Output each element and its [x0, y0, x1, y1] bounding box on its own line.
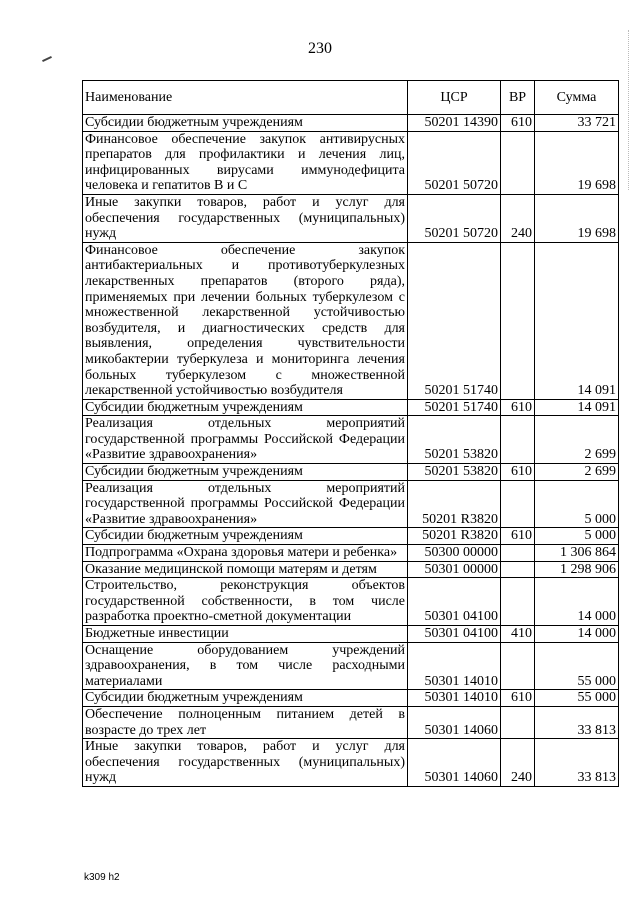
row-name-cell: Реализация отдельных мероприятий государственной программы Российской Федерации «Развитие здравоохранения» — [83, 480, 408, 528]
row-name-cell: Субсидии бюджетным учреждениям — [83, 690, 408, 707]
row-vr-cell: 610 — [501, 399, 535, 416]
table-row — [83, 626, 619, 643]
table-row — [83, 578, 619, 626]
row-sum-cell: 14 091 — [535, 242, 619, 399]
row-vr-cell: 410 — [501, 626, 535, 643]
row-vr-cell: 610 — [501, 115, 535, 132]
row-csr-cell: 50300 00000 — [408, 545, 501, 562]
row-sum-cell: 2 699 — [535, 416, 619, 464]
row-vr-cell — [501, 642, 535, 690]
row-sum-cell: 5 000 — [535, 528, 619, 545]
row-csr-cell: 50201 50720 — [408, 131, 501, 194]
row-csr-cell: 50301 00000 — [408, 561, 501, 578]
row-vr-cell: 610 — [501, 690, 535, 707]
row-name-cell: Обеспечение полноценным питанием детей в возрасте до трех лет — [83, 706, 408, 738]
header-name: Наименование — [83, 81, 408, 115]
row-csr-cell: 50301 04100 — [408, 626, 501, 643]
row-name-cell: Субсидии бюджетным учреждениям — [83, 399, 408, 416]
row-sum-cell: 14 000 — [535, 578, 619, 626]
row-csr-cell: 50201 51740 — [408, 399, 501, 416]
row-sum-cell: 33 721 — [535, 115, 619, 132]
row-csr-cell: 50301 04100 — [408, 578, 501, 626]
table-body — [83, 115, 619, 787]
row-name-cell: Финансовое обеспечение закупок антивирусных препаратов для профилактики и лечения лиц, инфицированных вирусами иммунодефицита человека и гепатитов В и С — [83, 131, 408, 194]
row-sum-cell: 19 698 — [535, 194, 619, 242]
header-sum: Сумма — [535, 81, 619, 115]
row-vr-cell — [501, 578, 535, 626]
table-row — [83, 480, 619, 528]
row-csr-cell: 50301 14060 — [408, 739, 501, 787]
row-csr-cell: 50201 53820 — [408, 464, 501, 481]
row-csr-cell: 50201 14390 — [408, 115, 501, 132]
row-sum-cell: 55 000 — [535, 642, 619, 690]
footer-code: k309 h2 — [84, 872, 120, 883]
table-header-row — [83, 81, 619, 115]
header-vr: ВР — [501, 81, 535, 115]
row-name-cell: Субсидии бюджетным учреждениям — [83, 464, 408, 481]
row-sum-cell: 33 813 — [535, 706, 619, 738]
row-sum-cell: 33 813 — [535, 739, 619, 787]
table-row — [83, 739, 619, 787]
row-vr-cell — [501, 545, 535, 562]
header-csr: ЦСР — [408, 81, 501, 115]
table-row — [83, 416, 619, 464]
row-sum-cell: 1 306 864 — [535, 545, 619, 562]
page-number: 230 — [308, 40, 332, 57]
table-row — [83, 690, 619, 707]
table-row — [83, 399, 619, 416]
row-csr-cell: 50301 14060 — [408, 706, 501, 738]
table-row — [83, 464, 619, 481]
row-name-cell: Субсидии бюджетным учреждениям — [83, 528, 408, 545]
row-sum-cell: 5 000 — [535, 480, 619, 528]
row-sum-cell: 55 000 — [535, 690, 619, 707]
row-name-cell: Субсидии бюджетным учреждениям — [83, 115, 408, 132]
table-row — [83, 561, 619, 578]
row-name-cell: Иные закупки товаров, работ и услуг для обеспечения государственных (муниципальных) нужд — [83, 739, 408, 787]
row-sum-cell: 14 091 — [535, 399, 619, 416]
row-csr-cell: 50201 R3820 — [408, 528, 501, 545]
row-name-cell: Реализация отдельных мероприятий государственной программы Российской Федерации «Развитие здравоохранения» — [83, 416, 408, 464]
budget-table — [82, 80, 619, 787]
row-vr-cell — [501, 561, 535, 578]
row-vr-cell — [501, 416, 535, 464]
table-row — [83, 131, 619, 194]
row-name-cell: Оснащение оборудованием учреждений здравоохранения, в том числе расходными материалами — [83, 642, 408, 690]
row-sum-cell: 19 698 — [535, 131, 619, 194]
row-vr-cell — [501, 706, 535, 738]
table-row — [83, 706, 619, 738]
row-csr-cell: 50301 14010 — [408, 690, 501, 707]
table-row — [83, 545, 619, 562]
row-name-cell: Подпрограмма «Охрана здоровья матери и ребенка» — [83, 545, 408, 562]
row-name-cell: Строительство, реконструкция объектов государственной собственности, в том числе разработка проектно-сметной документации — [83, 578, 408, 626]
row-vr-cell — [501, 131, 535, 194]
row-vr-cell: 240 — [501, 739, 535, 787]
table-row — [83, 528, 619, 545]
row-sum-cell: 14 000 — [535, 626, 619, 643]
row-csr-cell: 50201 R3820 — [408, 480, 501, 528]
row-vr-cell: 610 — [501, 464, 535, 481]
row-csr-cell: 50201 53820 — [408, 416, 501, 464]
row-csr-cell: 50201 50720 — [408, 194, 501, 242]
row-sum-cell: 2 699 — [535, 464, 619, 481]
table-row — [83, 115, 619, 132]
row-name-cell: Иные закупки товаров, работ и услуг для обеспечения государственных (муниципальных) нужд — [83, 194, 408, 242]
row-vr-cell: 610 — [501, 528, 535, 545]
row-name-cell: Оказание медицинской помощи матерям и детям — [83, 561, 408, 578]
row-vr-cell — [501, 242, 535, 399]
row-sum-cell: 1 298 906 — [535, 561, 619, 578]
row-vr-cell: 240 — [501, 194, 535, 242]
table-row — [83, 194, 619, 242]
table-row — [83, 642, 619, 690]
row-csr-cell: 50301 14010 — [408, 642, 501, 690]
row-vr-cell — [501, 480, 535, 528]
table-row — [83, 242, 619, 399]
row-name-cell: Финансовое обеспечение закупок антибактериальных и противотуберкулезных лекарственных препаратов (второго ряда), применяемых при лечении больных туберкулезом с множественной лекарственной устойчивостью возбудителя, и диагностических средств для выявления, определения чувствительности микобактерии туберкулеза и мониторинга лечения больных туберкулезом с множественной лекарственной устойчивостью возбудителя — [83, 242, 408, 399]
row-name-cell: Бюджетные инвестиции — [83, 626, 408, 643]
row-csr-cell: 50201 51740 — [408, 242, 501, 399]
scan-edge-marks — [628, 30, 631, 190]
